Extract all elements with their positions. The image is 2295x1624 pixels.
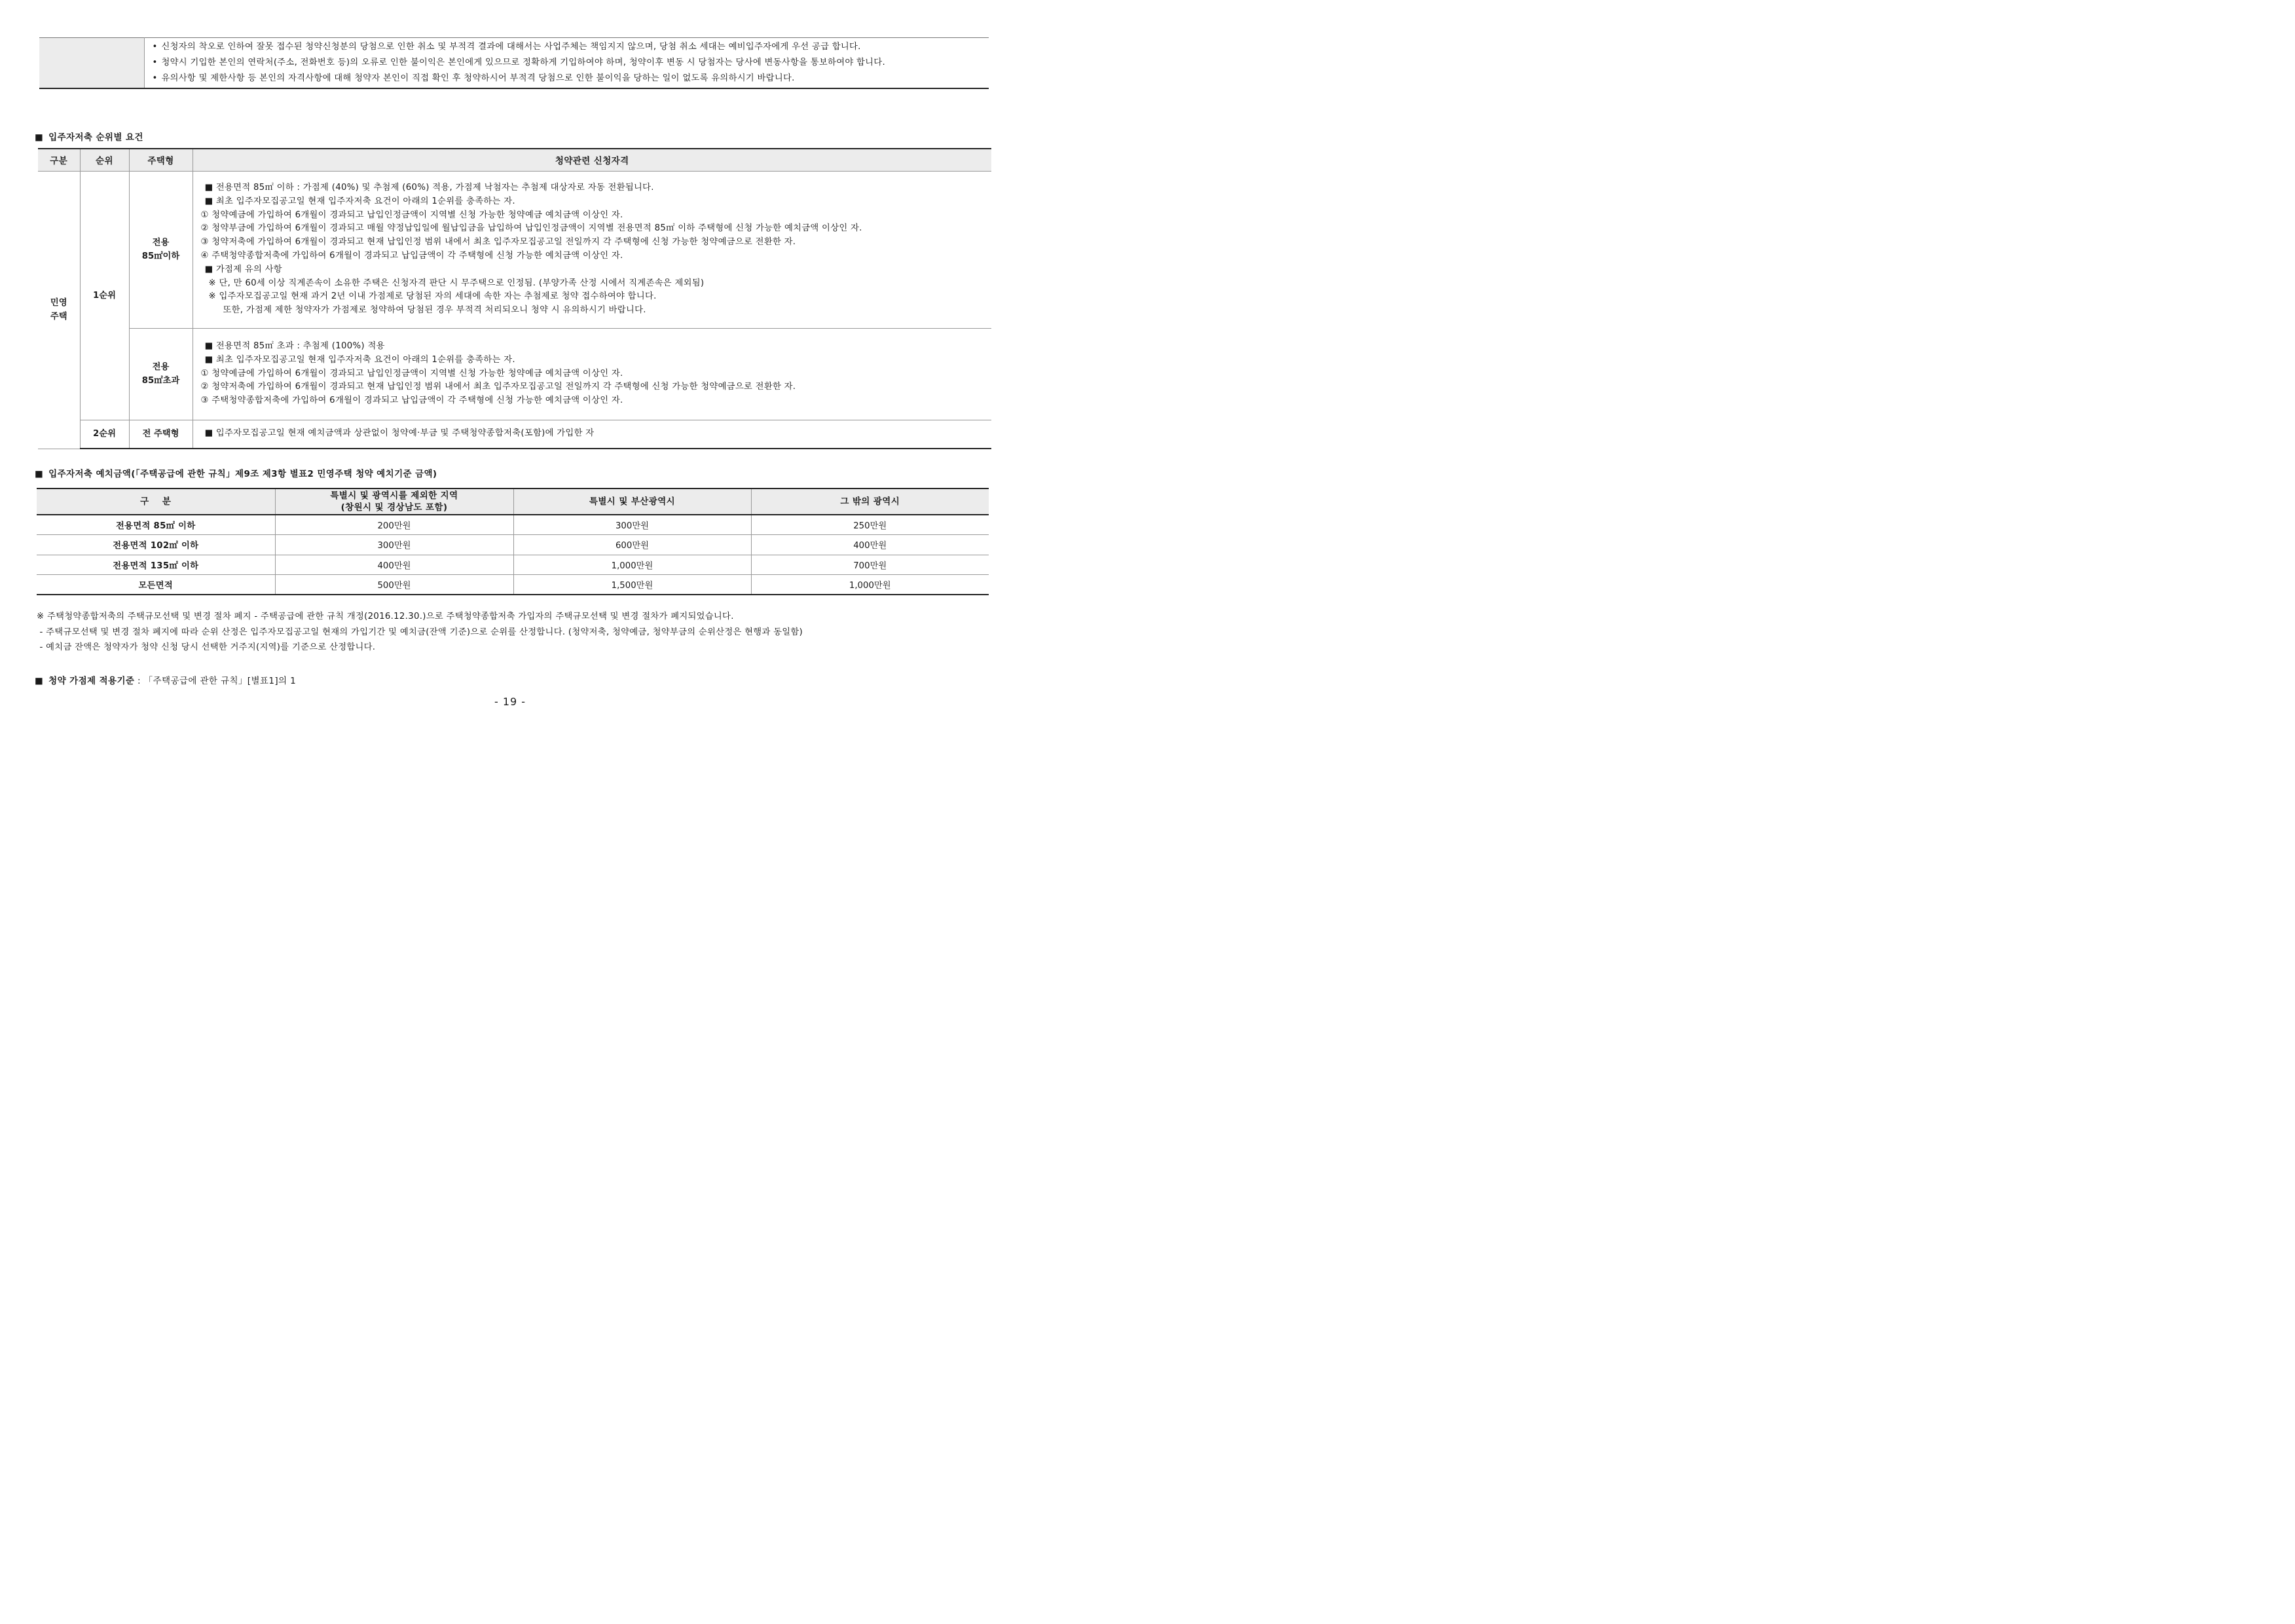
page-number: - 19 -	[494, 695, 526, 708]
table-cell: 300만원	[513, 515, 751, 535]
section-title-suffix: : 「주택공급에 관한 규칙」[별표1]의 1	[134, 676, 297, 686]
section-title: 입주자저축 예치금액(「주택공급에 관한 규칙」제9조 제3항 별표2 민영주택 청약 예치기준 금액)	[48, 469, 437, 479]
top-notes-table	[39, 37, 989, 89]
requirement-line: ① 청약예금에 가입하여 6개월이 경과되고 납입인정금액이 지역별 신청 가능한 청약예금 예치금액 이상인 자.	[200, 210, 623, 220]
requirement-line: ■ 가점제 유의 사항	[204, 264, 282, 274]
table-row	[37, 515, 989, 535]
column-header: 구분	[38, 149, 80, 171]
house-type-cell: 전 주택형	[129, 420, 193, 449]
column-header: 청약관련 신청자격	[193, 149, 991, 171]
table-cell: 500만원	[275, 575, 513, 595]
requirements-table	[38, 148, 991, 449]
house-type-cell: 전용 85㎡초과	[129, 328, 193, 420]
table-header-row	[37, 489, 989, 515]
requirement-line: ■ 전용면적 85㎡ 초과 : 추첨제 (100%) 적용	[204, 341, 385, 351]
square-bullet-icon: ■	[35, 676, 44, 686]
section-title: 입주자저축 순위별 요건	[48, 132, 143, 143]
requirement-line: ■ 입주자모집공고일 현재 예치금액과 상관없이 청약예·부금 및 주택청약종합저축(포함)에 가입한 자	[204, 428, 595, 439]
table-row	[38, 420, 991, 449]
requirement-line: ※ 단, 만 60세 이상 직계존속이 소유한 주택은 신청자격 판단 시 무주택으로 인정됨. (부양가족 산정 시에서 직계존속은 제외됨)	[208, 278, 705, 288]
top-note-item: • 신청자의 착오로 인하여 잘못 접수된 청약신청분의 당첨으로 인한 취소 및 부적격 결과에 대해서는 사업주체는 책임지지 않으며, 당첨 취소 세대는 예비입주자에게 우선 공급 합니다.	[162, 39, 985, 55]
note-line: - 예치금 잔액은 청약자가 청약 신청 당시 선택한 거주지(지역)를 기준으로 산정합니다.	[37, 642, 376, 652]
table-cell: 300만원	[275, 535, 513, 555]
table-cell: 400만원	[751, 535, 989, 555]
table-header-row	[38, 149, 991, 171]
requirement-line: ② 청약부금에 가입하여 6개월이 경과되고 매월 약정납입일에 월납입금을 납입하여 납입인정금액이 지역별 전용면적 85㎡ 이하 주택형에 신청 가능한 예치금액 이상인 자.	[200, 223, 862, 234]
square-bullet-icon: ■	[35, 469, 44, 479]
section-heading-deposit	[35, 466, 437, 479]
section-heading-point-system	[35, 673, 296, 686]
note-line: ※ 주택청약종합저축의 주택규모선택 및 변경 절차 폐지 - 주택공급에 관한 규칙 개정(2016.12.30.)으로 주택청약종합저축 가입자의 주택규모선택 및 변경 절차가 폐지되었습니다.	[37, 612, 734, 621]
table-cell: 700만원	[751, 555, 989, 575]
requirement-line: ※ 입주자모집공고일 현재 과거 2년 이내 가점제로 당첨된 자의 세대에 속한 자는 추첨제로 청약 접수하여야 합니다.	[208, 291, 657, 302]
table-cell: 600만원	[513, 535, 751, 555]
row-label: 전용면적 85㎡ 이하	[37, 515, 275, 535]
column-header: 특별시 및 부산광역시	[513, 489, 751, 515]
requirement-line: ■ 전용면적 85㎡ 이하 : 가점제 (40%) 및 추첨제 (60%) 적용, 가점제 낙첨자는 추첨제 대상자로 자동 전환됩니다.	[204, 183, 654, 193]
table-row	[38, 171, 991, 328]
top-note-item: • 청약시 기입한 본인의 연락처(주소, 전화번호 등)의 오류로 인한 불이익은 본인에게 있으므로 정확하게 기입하여야 하며, 청약이후 변동 시 당첨자는 당사에 변동사항을 통보하여야 합니다.	[162, 55, 985, 71]
table-cell: 200만원	[275, 515, 513, 535]
requirement-line: ③ 청약저축에 가입하여 6개월이 경과되고 현재 납입인정 범위 내에서 최초 입주자모집공고일 전일까지 각 주택형에 신청 가능한 청약예금으로 전환한 자.	[200, 237, 796, 248]
table-cell: 1,000만원	[513, 555, 751, 575]
requirement-line: ■ 최초 입주자모집공고일 현재 입주자저축 요건이 아래의 1순위를 충족하는 자.	[204, 354, 515, 365]
requirement-line: ④ 주택청약종합저축에 가입하여 6개월이 경과되고 납입금액이 각 주택형에 신청 가능한 예치금액 이상인 자.	[200, 251, 623, 261]
top-notes-cell	[144, 38, 989, 89]
square-bullet-icon: ■	[35, 132, 44, 143]
requirements-content	[193, 420, 991, 449]
requirement-line: ② 청약저축에 가입하여 6개월이 경과되고 현재 납입인정 범위 내에서 최초 입주자모집공고일 전일까지 각 주택형에 신청 가능한 청약예금으로 전환한 자.	[200, 382, 796, 392]
note-line: - 주택규모선택 및 변경 절차 폐지에 따라 순위 산정은 입주자모집공고일 현재의 가입기간 및 예치금(잔액 기준)으로 순위를 산정합니다. (청약저축, 청약예금, 청약부금의 순위산정은 현행과 동일함)	[37, 627, 803, 637]
column-header: 주택형	[129, 149, 193, 171]
row-label: 모든면적	[37, 575, 275, 595]
requirement-line: 또한, 가점제 제한 청약자가 가점제로 청약하여 당첨된 경우 부적격 처리되오니 청약 시 유의하시기 바랍니다.	[223, 305, 646, 316]
notes-block	[37, 609, 803, 655]
column-header: 구 분	[37, 489, 275, 515]
table-cell: 1,500만원	[513, 575, 751, 595]
section-heading-requirements	[35, 130, 143, 143]
table-cell: 250만원	[751, 515, 989, 535]
table-row	[37, 575, 989, 595]
top-note-item: • 유의사항 및 제한사항 등 본인의 자격사항에 대해 청약자 본인이 직접 확인 후 청약하시어 부적격 당첨으로 인한 불이익을 당하는 일이 없도록 유의하시기 바랍니다.	[162, 71, 985, 86]
table-cell: 400만원	[275, 555, 513, 575]
table-row	[38, 328, 991, 420]
table-cell: 1,000만원	[751, 575, 989, 595]
rank-cell: 1순위	[80, 171, 129, 420]
top-notes-label-cell	[39, 38, 144, 89]
table-row	[37, 535, 989, 555]
column-header: 그 밖의 광역시	[751, 489, 989, 515]
requirement-line: ① 청약예금에 가입하여 6개월이 경과되고 납입인정금액이 지역별 신청 가능한 청약예금 예치금액 이상인 자.	[200, 368, 623, 378]
rank-cell: 2순위	[80, 420, 129, 449]
section-title: 청약 가점제 적용기준	[48, 676, 135, 686]
column-header: 특별시 및 광역시를 제외한 지역 (창원시 및 경상남도 포함)	[275, 489, 513, 515]
top-notes-list	[145, 38, 989, 88]
requirements-content	[193, 171, 991, 328]
column-header: 순위	[80, 149, 129, 171]
requirement-line: ■ 최초 입주자모집공고일 현재 입주자저축 요건이 아래의 1순위를 충족하는 자.	[204, 196, 515, 206]
table-row	[37, 555, 989, 575]
requirement-line: ③ 주택청약종합저축에 가입하여 6개월이 경과되고 납입금액이 각 주택형에 신청 가능한 예치금액 이상인 자.	[200, 396, 623, 406]
row-label: 전용면적 135㎡ 이하	[37, 555, 275, 575]
house-type-cell: 전용 85㎡이하	[129, 171, 193, 328]
row-label: 전용면적 102㎡ 이하	[37, 535, 275, 555]
requirements-content	[193, 328, 991, 420]
deposit-table	[37, 488, 989, 595]
category-cell: 민영 주택	[38, 171, 80, 449]
